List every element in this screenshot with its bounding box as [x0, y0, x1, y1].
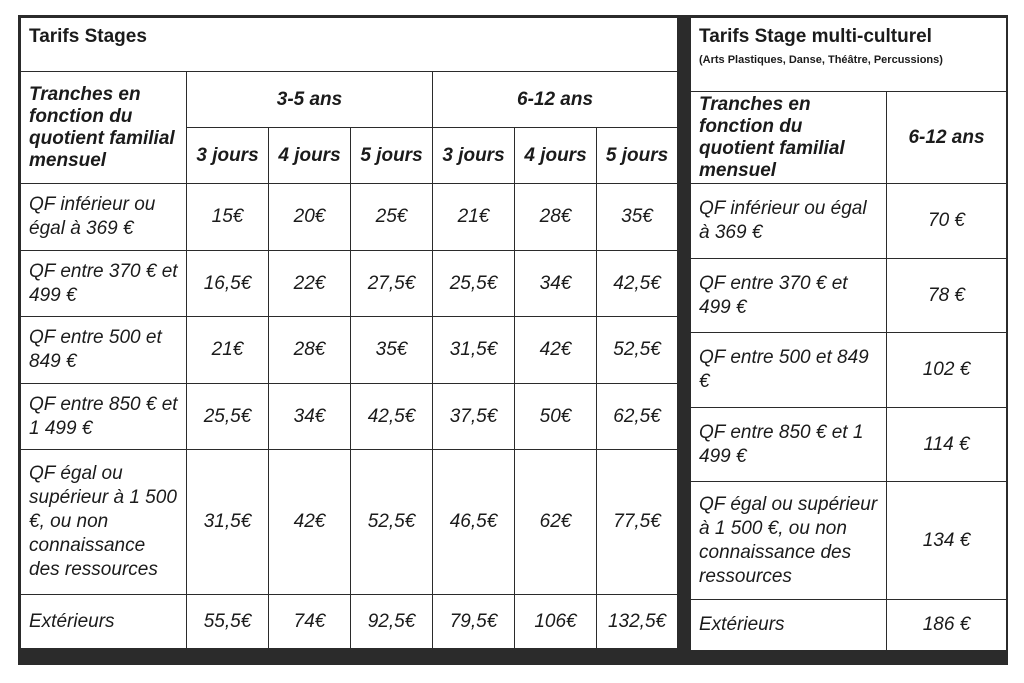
price-cell: 25,5€: [187, 384, 269, 450]
tarifs-multiculturel-table: [690, 17, 1007, 651]
price-cell: 31,5€: [187, 450, 269, 595]
price-cell: 132,5€: [597, 595, 678, 649]
row-label: QF entre 500 et 849 €: [21, 317, 187, 384]
day-header: 3 jours: [187, 128, 269, 184]
price-cell: 52,5€: [351, 450, 433, 595]
table-row: [691, 259, 1007, 333]
row-label: QF entre 500 et 849 €: [691, 333, 887, 408]
price-cell: 46,5€: [433, 450, 515, 595]
group-header: 6-12 ans: [433, 72, 678, 128]
table-subtitle: (Arts Plastiques, Danse, Théâtre, Percussions): [699, 54, 943, 66]
price-cell: 21€: [187, 317, 269, 384]
price-cell: 15€: [187, 184, 269, 251]
price-cell: 62€: [515, 450, 597, 595]
row-label: QF inférieur ou égal à 369 €: [21, 184, 187, 251]
price-cell: 50€: [515, 384, 597, 450]
price-cell: 34€: [515, 251, 597, 317]
price-cell: 35€: [597, 184, 678, 251]
price-cell: 27,5€: [351, 251, 433, 317]
price-cell: 78 €: [887, 259, 1007, 333]
price-cell: 22€: [269, 251, 351, 317]
price-cell: 106€: [515, 595, 597, 649]
price-cell: 79,5€: [433, 595, 515, 649]
price-cell: 28€: [269, 317, 351, 384]
price-cell: 74€: [269, 595, 351, 649]
price-cell: 42,5€: [597, 251, 678, 317]
row-label: Extérieurs: [691, 600, 887, 651]
price-cell: 28€: [515, 184, 597, 251]
table-title: [691, 18, 1007, 92]
price-cell: 55,5€: [187, 595, 269, 649]
day-header: 4 jours: [515, 128, 597, 184]
price-cell: 25€: [351, 184, 433, 251]
price-cell: 31,5€: [433, 317, 515, 384]
header-label: Tranches en fonction du quotient familial mensuel: [691, 92, 887, 184]
price-cell: 37,5€: [433, 384, 515, 450]
group-header: 3-5 ans: [187, 72, 433, 128]
table-row: [21, 595, 678, 649]
price-cell: 20€: [269, 184, 351, 251]
table-title-text: Tarifs Stage multi-culturel: [699, 26, 932, 47]
price-cell: 42,5€: [351, 384, 433, 450]
price-cell: 42€: [269, 450, 351, 595]
row-label: QF entre 850 € et 1 499 €: [691, 408, 887, 482]
row-label: QF égal ou supérieur à 1 500 €, ou non connaissance des ressources: [21, 450, 187, 595]
row-label: QF entre 370 € et 499 €: [691, 259, 887, 333]
price-cell: 25,5€: [433, 251, 515, 317]
price-cell: 134 €: [887, 482, 1007, 600]
row-label: QF entre 370 € et 499 €: [21, 251, 187, 317]
price-cell: 34€: [269, 384, 351, 450]
price-cell: 42€: [515, 317, 597, 384]
table-row: [691, 600, 1007, 651]
price-cell: 21€: [433, 184, 515, 251]
row-label: QF égal ou supérieur à 1 500 €, ou non connaissance des ressources: [691, 482, 887, 600]
row-label: Extérieurs: [21, 595, 187, 649]
header-label: Tranches en fonction du quotient familial mensuel: [21, 72, 187, 184]
price-cell: 102 €: [887, 333, 1007, 408]
price-cell: 16,5€: [187, 251, 269, 317]
table-row: [21, 450, 678, 595]
price-cell: 35€: [351, 317, 433, 384]
bottom-bar: [18, 650, 1008, 665]
price-cell: 52,5€: [597, 317, 678, 384]
price-cell: 70 €: [887, 184, 1007, 259]
price-cell: 77,5€: [597, 450, 678, 595]
tarifs-stages-table: [20, 17, 678, 649]
table-row: [691, 482, 1007, 600]
table-row: [21, 251, 678, 317]
price-cell: 92,5€: [351, 595, 433, 649]
table-row: [21, 317, 678, 384]
table-title: Tarifs Stages: [21, 18, 678, 72]
row-label: QF inférieur ou égal à 369 €: [691, 184, 887, 259]
price-cell: 114 €: [887, 408, 1007, 482]
day-header: 4 jours: [269, 128, 351, 184]
table-row: [21, 384, 678, 450]
day-header: 3 jours: [433, 128, 515, 184]
table-row: [691, 408, 1007, 482]
age-header: 6-12 ans: [887, 92, 1007, 184]
table-row: [21, 184, 678, 251]
day-header: 5 jours: [597, 128, 678, 184]
day-header: 5 jours: [351, 128, 433, 184]
price-cell: 186 €: [887, 600, 1007, 651]
row-label: QF entre 850 € et 1 499 €: [21, 384, 187, 450]
table-row: [691, 333, 1007, 408]
table-row: [691, 184, 1007, 259]
price-cell: 62,5€: [597, 384, 678, 450]
